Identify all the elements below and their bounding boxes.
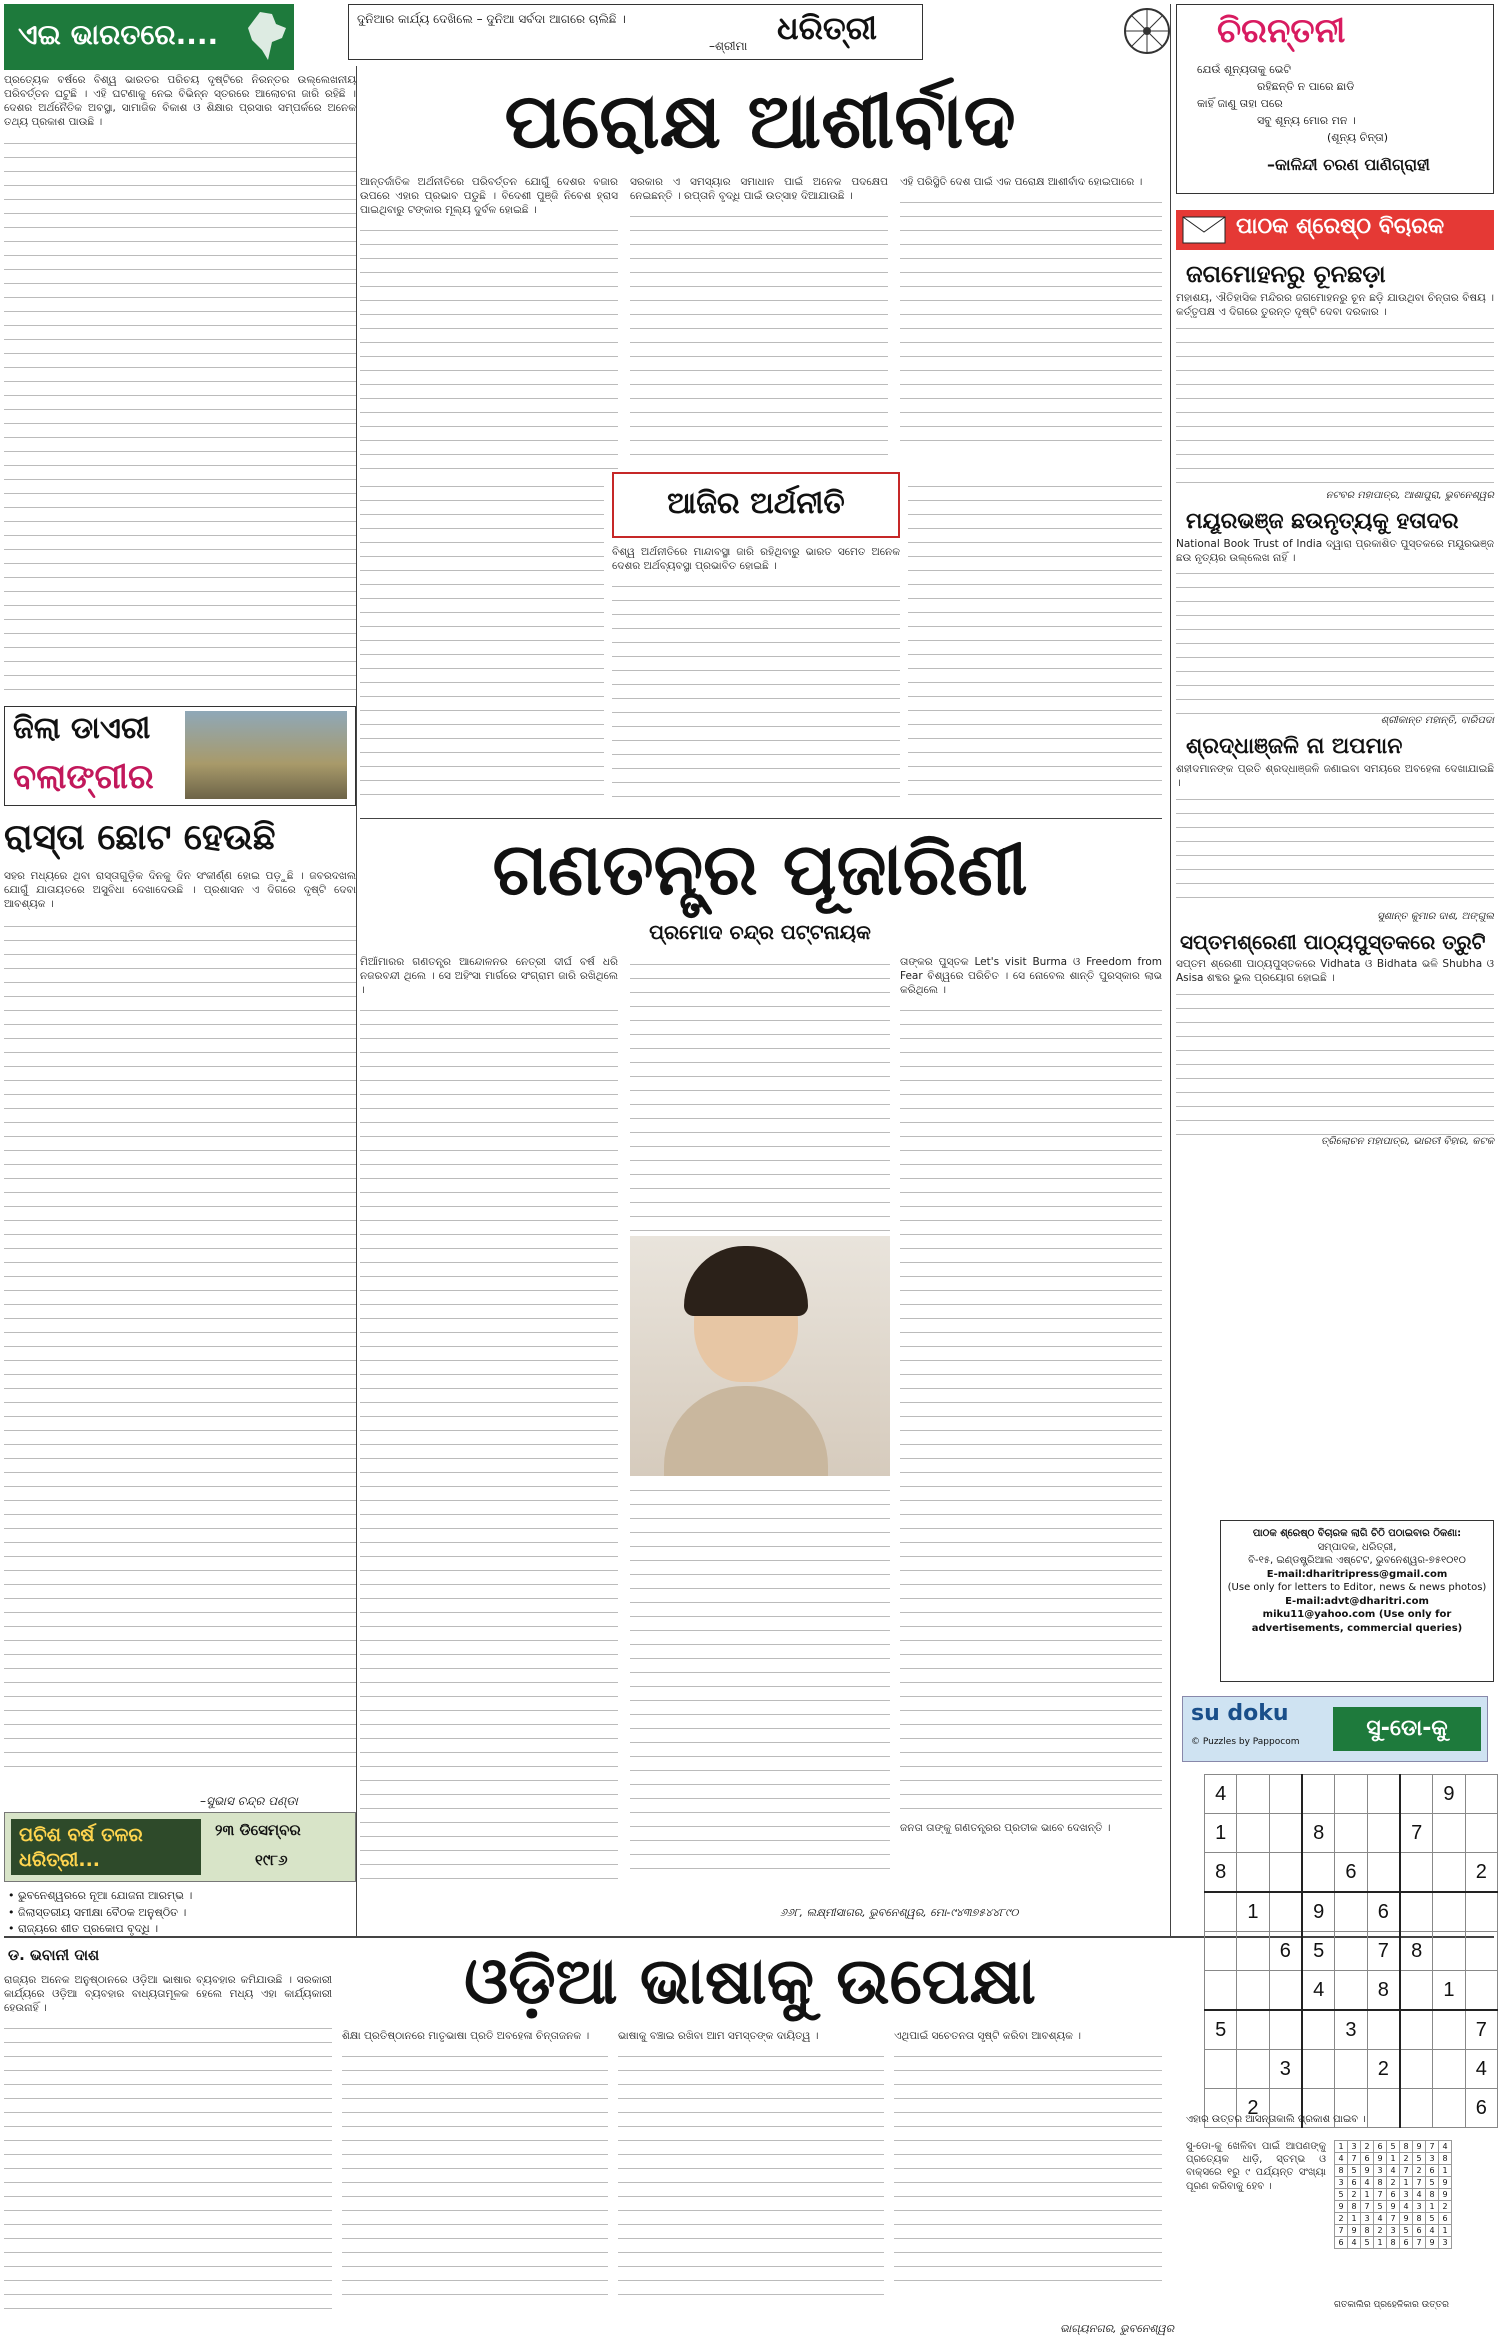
solution-cell: 1	[1426, 2201, 1439, 2213]
sudoku-row	[1205, 2050, 1498, 2089]
solution-cell: 1	[1361, 2189, 1374, 2201]
solution-cell: 3	[1400, 2189, 1413, 2201]
solution-cell: 9	[1387, 2201, 1400, 2213]
wheel-icon	[1122, 6, 1172, 56]
sudoku-cell[interactable]: 6	[1367, 1892, 1400, 1932]
solution-cell: 2	[1374, 2225, 1387, 2237]
solution-cell: 2	[1413, 2165, 1426, 2177]
solution-cell: 6	[1439, 2213, 1452, 2225]
sudoku-grid	[1204, 1774, 1498, 2128]
solution-cell: 5	[1348, 2165, 1361, 2177]
quote-text: ଦୁନିଆର କାର୍ଯ୍ୟ ଦେଖିଲେ – ଦୁନିଆ ସର୍ବଦା ଆଗରେ ଚାଲିଛି ।	[357, 12, 626, 26]
bottom-text: ରାଜ୍ୟର ଅନେକ ଅନୁଷ୍ଠାନରେ ଓଡ଼ିଆ ଭାଷାର ବ୍ୟବହାର କମିଯାଉଛି । ସରକାରୀ କାର୍ଯ୍ୟରେ ଓଡ଼ିଆ ବ୍ୟବହାର ବାଧ୍ୟତାମୂଳକ ହେଲେ ମଧ୍ୟ ଏହା କାର୍ଯ୍ୟକାରୀ ହେଉନାହିଁ ।	[4, 1974, 332, 2014]
solution-cell: 5	[1400, 2225, 1413, 2237]
solution-row	[1335, 2213, 1452, 2225]
india-map-icon	[242, 10, 290, 64]
solution-cell: 8	[1374, 2177, 1387, 2189]
column-rule	[356, 66, 357, 1936]
letter-text: ଶହୀଦମାନଙ୍କ ପ୍ରତି ଶ୍ରଦ୍ଧାଞ୍ଜଳି ଜଣାଇବା ସମୟରେ ଅବହେଳା ଦେଖାଯାଇଛି ।	[1176, 763, 1494, 790]
economy-text: ବିଶ୍ୱ ଅର୍ଥନୀତିରେ ମାନ୍ଦାବସ୍ଥା ଜାରି ରହିଥିବାରୁ ଭାରତ ସମେତ ଅନେକ ଦେଶର ଅର୍ଥବ୍ୟବସ୍ଥା ପ୍ରଭାବିତ ହୋଇଛି ।	[612, 546, 900, 572]
solution-cell: 5	[1361, 2237, 1374, 2249]
sudoku-cell[interactable]	[1433, 2089, 1465, 2128]
solution-cell: 1	[1439, 2225, 1452, 2237]
district-diary-box	[4, 706, 356, 806]
solution-cell: 9	[1426, 2237, 1439, 2249]
district-text: ସହର ମଧ୍ୟରେ ଥିବା ରାସ୍ତାଗୁଡ଼ିକ ଦିନକୁ ଦିନ ସଂକୀର୍ଣ୍ଣ ହୋଇ ପଡ଼ୁଛି । ଜବରଦଖଲ ଯୋଗୁଁ ଯାତାୟତରେ ଅସୁବିଧା ଦେଖାଦେଉଛି । ପ୍ରଶାସନ ଏ ଦିଗରେ ଦୃଷ୍ଟି ଦେବା ଆବଶ୍ୟକ ।	[4, 870, 356, 910]
contact-title: ପାଠକ ଶ୍ରେଷ୍ଠ ବିଚାରକ ଲାଗି ଚିଠି ପଠାଇବାର ଠିକଣା:	[1252, 1528, 1462, 1539]
solution-row	[1335, 2177, 1452, 2189]
chirantani-box	[1176, 4, 1494, 194]
sudoku-cell[interactable]: 7	[1400, 1814, 1433, 1853]
sudoku-cell[interactable]	[1205, 2050, 1237, 2089]
solution-row	[1335, 2189, 1452, 2201]
letter-text: ସପ୍ତମ ଶ୍ରେଣୀ ପାଠ୍ୟପୁସ୍ତକରେ Vidhata ଓ Bidhata ଭଳି Shubha ଓ Asisa ଶବ୍ଦର ଭୁଲ ପ୍ରୟୋଗ ହୋଇଛି ।	[1176, 958, 1494, 985]
solution-cell: 7	[1348, 2153, 1361, 2165]
sudoku-cell[interactable]	[1335, 1775, 1367, 1814]
section-title: ଏଇ ଭାରତରେ....	[18, 18, 219, 51]
solution-cell: 1	[1439, 2165, 1452, 2177]
sudoku-cell[interactable]	[1269, 2010, 1302, 2050]
previous-solution-label: ଗତକାଲିର ପ୍ରହେଳିକାର ଉତ୍ତର	[1334, 2300, 1449, 2310]
sudoku-cell[interactable]	[1237, 2010, 1269, 2050]
poem-source: (ଶୂନ୍ୟ ଚିନ୍ତା)	[1327, 131, 1389, 144]
sudoku-cell[interactable]	[1433, 1814, 1465, 1853]
sudoku-cell[interactable]	[1465, 1892, 1497, 1932]
sudoku-cell[interactable]	[1269, 1892, 1302, 1932]
solution-cell: 8	[1387, 2237, 1400, 2249]
sudoku-cell[interactable]: 2	[1465, 1853, 1497, 1893]
letter-text: ମହାଶୟ, ଐତିହାସିକ ମନ୍ଦିରର ଜଗମୋହନରୁ ଚୂନ ଛଡ଼ି ଯାଉଥିବା ଚିନ୍ତାର ବିଷୟ । କର୍ତ୍ତୃପକ୍ଷ ଏ ଦିଗରେ ତୁରନ୍ତ ଦୃଷ୍ଟି ଦେବା ଦରକାର ।	[1176, 292, 1494, 318]
sudoku-cell[interactable]	[1433, 2010, 1465, 2050]
chirantani-title: ଚିରନ୍ତନୀ	[1217, 11, 1346, 51]
bottom-col4	[894, 2030, 1162, 2324]
sudoku-cell[interactable]: 2	[1367, 2050, 1400, 2089]
sudoku-cell[interactable]: 7	[1367, 1932, 1400, 1971]
solution-cell: 9	[1361, 2165, 1374, 2177]
district-headline: ରାସ୍ତା ଛୋଟ ହେଉଛି	[4, 816, 276, 858]
solution-cell: 6	[1387, 2189, 1400, 2201]
archive-date: ୨୩ ଡିସେମ୍ବର	[215, 1821, 301, 1839]
text-filler	[630, 1482, 890, 1882]
solution-cell: 4	[1400, 2201, 1413, 2213]
solution-cell: 2	[1400, 2153, 1413, 2165]
sudoku-cell[interactable]: 6	[1335, 1853, 1367, 1893]
sudoku-cell[interactable]: 3	[1335, 2010, 1367, 2050]
solution-cell: 7	[1335, 2225, 1348, 2237]
solution-cell: 3	[1387, 2225, 1400, 2237]
sudoku-cell[interactable]	[1205, 1892, 1237, 1932]
editorial-text: ଏହି ପରିସ୍ଥିତି ଦେଶ ପାଇଁ ଏକ ପରୋକ୍ଷ ଆଶୀର୍ବାଦ ହୋଇପାରେ ।	[900, 176, 1143, 188]
solution-cell: 4	[1374, 2213, 1387, 2225]
sudoku-cell[interactable]: 1	[1237, 1892, 1269, 1932]
text-filler	[900, 194, 1162, 444]
solution-cell: 9	[1439, 2189, 1452, 2201]
solution-cell: 7	[1361, 2201, 1374, 2213]
archive-item: • ଭୁବନେଶ୍ୱରରେ ନୂଆ ଯୋଜନା ଆରମ୍ଭ ।	[8, 1889, 193, 1902]
sudoku-cell[interactable]	[1400, 1853, 1433, 1893]
quote-author: –ଶ୍ରୀମା	[709, 39, 748, 53]
solution-cell: 4	[1361, 2177, 1374, 2189]
letter-headline: ଶ୍ରଦ୍ଧାଞ୍ଜଳି ନା ଅପମାନ	[1186, 734, 1403, 760]
letter-signature: ନଟବର ମହାପାତ୍ର, ଆଶାପୁରା, ଭୁବନେଶ୍ୱର	[1325, 489, 1494, 501]
solution-cell: 4	[1335, 2153, 1348, 2165]
solution-cell: 4	[1413, 2189, 1426, 2201]
contact-email[interactable]: E-mail:dharitripress@gmail.com	[1266, 1568, 1448, 1580]
text-filler	[4, 135, 356, 695]
sudoku-row	[1205, 1971, 1498, 2011]
feature-text: ତାଙ୍କର ପୁସ୍ତକ Let's visit Burma ଓ Freedom from Fear ବିଶ୍ୱରେ ପରିଚିତ । ସେ ନୋବେଲ ଶାନ୍ତି ପୁରସ୍କାର ଲାଭ କରିଥିଲେ ।	[900, 956, 1162, 996]
sudoku-cell[interactable]: 4	[1205, 1775, 1237, 1814]
sudoku-cell[interactable]: 1	[1433, 1971, 1465, 2011]
text-filler	[894, 2048, 1162, 2294]
bottom-text: ଶିକ୍ଷା ପ୍ରତିଷ୍ଠାନରେ ମାତୃଭାଷା ପ୍ରତି ଅବହେଳା ଚିନ୍ତାଜନକ ।	[342, 2030, 590, 2042]
solution-cell: 3	[1374, 2165, 1387, 2177]
solution-cell: 3	[1361, 2213, 1374, 2225]
sudoku-cell[interactable]	[1237, 1775, 1269, 1814]
editorial-text: ସରକାର ଏ ସମସ୍ୟାର ସମାଧାନ ପାଇଁ ଅନେକ ପଦକ୍ଷେପ ନେଇଛନ୍ତି । ରପ୍ତାନି ବୃଦ୍ଧି ପାଇଁ ଉତ୍ସାହ ଦିଆଯାଉଛି ।	[630, 176, 888, 202]
sudoku-cell[interactable]	[1302, 2050, 1335, 2089]
bottom-author: ଡ. ଭବାନୀ ଦାଶ	[8, 1946, 100, 1964]
text-filler	[360, 222, 618, 472]
sudoku-odia-label: ସୁ-ଡୋ-କୁ	[1333, 1707, 1481, 1751]
readers-title: ପାଠକ ଶ୍ରେଷ୍ଠ ବିଚାରକ	[1236, 214, 1445, 239]
solution-cell: 6	[1335, 2237, 1348, 2249]
solution-cell: 7	[1413, 2237, 1426, 2249]
sudoku-cell[interactable]	[1400, 1892, 1433, 1932]
text-filler	[618, 2048, 884, 2308]
sudoku-cell[interactable]: 8	[1400, 1932, 1433, 1971]
district-article	[4, 870, 356, 1790]
sudoku-cell[interactable]	[1205, 1971, 1237, 2011]
letter-signature: ସୁଶାନ୍ତ କୁମାର ଦାଶ, ଅଙ୍ଗୁଲ	[1377, 911, 1494, 923]
previous-solution-grid	[1334, 2140, 1452, 2249]
solution-cell: 7	[1400, 2165, 1413, 2177]
sudoku-row	[1205, 2010, 1498, 2050]
sudoku-credit: © Puzzles by Pappocom	[1191, 1737, 1300, 1747]
poem-line: କାହିଁ ଜାଣୁ ତାହା ପରେ	[1197, 97, 1283, 111]
sudoku-row	[1205, 1892, 1498, 1932]
sudoku-cell[interactable]	[1302, 1853, 1335, 1893]
district-diary-label: ଜିଲା ଡାଏରୀ	[13, 711, 151, 746]
suu-kyi-photo	[630, 1236, 890, 1476]
solution-cell: 2	[1348, 2189, 1361, 2201]
text-filler	[1176, 791, 1494, 911]
sudoku-cell[interactable]: 8	[1302, 1814, 1335, 1853]
sudoku-cell[interactable]	[1237, 1853, 1269, 1893]
text-filler	[1176, 565, 1494, 715]
solution-cell: 8	[1439, 2153, 1452, 2165]
sudoku-howto: ସୁ-ଡୋ-କୁ ଖେଳିବା ପାଇଁ ଆପଣଙ୍କୁ ପ୍ରତ୍ୟେକ ଧାଡ଼ି, ସ୍ତମ୍ଭ ଓ ବାକ୍ସରେ ୧ରୁ ୯ ପର୍ଯ୍ୟନ୍ତ ସଂଖ୍ୟା ପୂରଣ କରିବାକୁ ହେବ ।	[1186, 2141, 1326, 2192]
solution-cell: 9	[1413, 2141, 1426, 2153]
sudoku-cell[interactable]	[1367, 2010, 1400, 2050]
sudoku-cell[interactable]	[1433, 1892, 1465, 1932]
text-filler	[342, 2048, 608, 2308]
contact-line: ବି-୧୫, ଇଣ୍ଡଷ୍ଟ୍ରିଆଲ ଏଷ୍ଟେଟ, ଭୁବନେଶ୍ୱର-୭୫୧୦୧୦	[1248, 1555, 1466, 1566]
solution-cell: 4	[1348, 2237, 1361, 2249]
sudoku-row	[1205, 1932, 1498, 1971]
solution-cell: 7	[1426, 2141, 1439, 2153]
economy-col2	[612, 546, 900, 808]
editorial-headline: ପରୋକ୍ଷ ଆଶୀର୍ବାଦ	[504, 76, 1016, 165]
sudoku-cell[interactable]	[1335, 1971, 1367, 2011]
solution-cell: 5	[1413, 2153, 1426, 2165]
economy-col3	[908, 478, 1162, 808]
solution-cell: 4	[1387, 2165, 1400, 2177]
feature-text: ଜନତା ତାଙ୍କୁ ଗଣତନ୍ତ୍ରର ପ୍ରତୀକ ଭାବେ ଦେଖନ୍ତି ।	[900, 1821, 1111, 1834]
bottom-col1	[4, 1974, 332, 2324]
text-filler	[1176, 986, 1494, 1136]
district-photo	[185, 711, 347, 799]
sudoku-cell[interactable]: 6	[1269, 1932, 1302, 1971]
sudoku-cell[interactable]	[1465, 1971, 1497, 2011]
solution-cell: 4	[1439, 2141, 1452, 2153]
sudoku-cell[interactable]: 4	[1302, 1971, 1335, 2011]
sudoku-cell[interactable]: 5	[1205, 2010, 1237, 2050]
bottom-col3	[618, 2030, 884, 2324]
sudoku-row	[1205, 1775, 1498, 1814]
sudoku-cell[interactable]	[1367, 2089, 1400, 2128]
column-rule	[1170, 4, 1171, 1936]
sudoku-cell[interactable]: 7	[1465, 2010, 1497, 2050]
solution-cell: 1	[1374, 2237, 1387, 2249]
sudoku-cell[interactable]	[1269, 1775, 1302, 1814]
sudoku-cell[interactable]: 8	[1205, 1853, 1237, 1893]
solution-cell: 9	[1335, 2201, 1348, 2213]
solution-row	[1335, 2165, 1452, 2177]
letter-text: National Book Trust of India ଦ୍ୱାରା ପ୍ରକାଶିତ ପୁସ୍ତକରେ ମୟୂରଭଞ୍ଜ ଛଉ ନୃତ୍ୟର ଉଲ୍ଲେଖ ନାହିଁ ।	[1176, 537, 1494, 564]
feature-author: ପ୍ରମୋଦ ଚନ୍ଦ୍ର ପଟ୍ଟନାୟକ	[649, 920, 871, 944]
solution-cell: 6	[1400, 2237, 1413, 2249]
text-filler	[630, 956, 890, 1232]
envelope-icon	[1182, 216, 1226, 244]
sudoku-brand: su doku	[1191, 1701, 1289, 1726]
readers-banner	[1176, 210, 1494, 250]
feature-byline: ୬୬୮, ଲକ୍ଷ୍ମୀସାଗର, ଭୁବନେଶ୍ୱର, ମୋ-୯୪୩୭୫୪୪୮୯୦	[780, 1906, 1019, 1919]
sudoku-cell[interactable]	[1465, 1932, 1497, 1971]
sudoku-cell[interactable]	[1335, 1814, 1367, 1853]
sudoku-cell[interactable]	[1465, 1775, 1497, 1814]
solution-cell: 9	[1374, 2153, 1387, 2165]
feature-col3	[900, 956, 1162, 1896]
sudoku-cell[interactable]	[1302, 1775, 1335, 1814]
editorial-col3	[900, 176, 1162, 476]
solution-cell: 5	[1426, 2177, 1439, 2189]
sudoku-cell[interactable]: 2	[1237, 2089, 1269, 2128]
editorial-col2	[630, 176, 888, 476]
sudoku-cell[interactable]: 6	[1465, 2089, 1497, 2128]
intro-article	[4, 74, 356, 702]
solution-cell: 2	[1361, 2141, 1374, 2153]
contact-box	[1220, 1520, 1494, 1682]
text-filler	[1176, 320, 1494, 490]
text-filler	[908, 478, 1162, 804]
bottom-text: ଏଥିପାଇଁ ସଚେତନତା ସୃଷ୍ଟି କରିବା ଆବଶ୍ୟକ ।	[894, 2030, 1081, 2042]
solution-cell: 8	[1426, 2189, 1439, 2201]
district-name: ବଲାଙ୍ଗୀର	[13, 757, 154, 797]
contact-line: ସମ୍ପାଦକ, ଧରିତ୍ରୀ,	[1317, 1541, 1397, 1553]
sudoku-cell[interactable]: 9	[1433, 1775, 1465, 1814]
sudoku-cell[interactable]	[1335, 2050, 1367, 2089]
editorial-text: ଆନ୍ତର୍ଜାତିକ ଅର୍ଥନୀତିରେ ପରିବର୍ତ୍ତନ ଯୋଗୁଁ ଦେଶର ବଜାର ଉପରେ ଏହାର ପ୍ରଭାବ ପଡୁଛି । ବିଦେଶୀ ପୁଞ୍ଜି ନିବେଶ ହ୍ରାସ ପାଇଥିବାରୁ ଟଙ୍କାର ମୂଲ୍ୟ ଦୁର୍ବଳ ହୋଇଛି ।	[360, 176, 618, 216]
archive-item: • ଜିଲାସ୍ତରୀୟ ସମୀକ୍ଷା ବୈଠକ ଅନୁଷ୍ଠିତ ।	[8, 1905, 187, 1919]
solution-cell: 6	[1426, 2165, 1439, 2177]
solution-cell: 5	[1374, 2201, 1387, 2213]
solution-cell: 3	[1335, 2177, 1348, 2189]
poem-line: ରହିଛନ୍ତି ନ ପାରେ ଛାଡି	[1257, 80, 1355, 94]
sudoku-cell[interactable]	[1367, 1853, 1400, 1893]
solution-cell: 6	[1413, 2225, 1426, 2237]
sudoku-cell[interactable]	[1433, 1853, 1465, 1893]
sudoku-cell[interactable]	[1367, 1775, 1400, 1814]
sudoku-cell[interactable]	[1335, 1892, 1367, 1932]
solution-cell: 6	[1348, 2177, 1361, 2189]
solution-cell: 2	[1439, 2201, 1452, 2213]
text-filler	[612, 578, 900, 798]
poet-name: –କାଳିନ୍ଦୀ ଚରଣ ପାଣିଗ୍ରାହୀ	[1267, 155, 1430, 174]
archive-item: • ରାଜ୍ୟରେ ଶୀତ ପ୍ରକୋପ ବୃଦ୍ଧି ।	[8, 1922, 159, 1935]
solution-cell: 7	[1374, 2189, 1387, 2201]
sudoku-cell[interactable]: 1	[1205, 1814, 1237, 1853]
contact-line: (Use only for letters to Editor, news & news photos)	[1227, 1582, 1487, 1593]
archive-list	[8, 1888, 356, 1938]
sudoku-cell[interactable]	[1237, 1814, 1269, 1853]
intro-text: ପ୍ରତ୍ୟେକ ବର୍ଷରେ ବିଶ୍ୱ ଭାରତର ପରିଚୟ ଦୃଷ୍ଟିରେ ନିରନ୍ତର ଉଲ୍ଲେଖନୀୟ ପରିବର୍ତ୍ତନ ଘଟୁଛି । ଏହି ଘଟଣାକୁ ନେଇ ବିଭିନ୍ନ ସ୍ତରରେ ଆଲୋଚନା ଜାରି ରହିଛି । ଦେଶର ଅର୍ଥନୈତିକ ଅବସ୍ଥା, ସାମାଜିକ ବିକାଶ ଓ ଶିକ୍ଷାର ପ୍ରସାର ସମ୍ପର୍କରେ ଅନେକ ତଥ୍ୟ ପ୍ରକାଶ ପାଉଛି ।	[4, 74, 356, 128]
solution-cell: 1	[1400, 2177, 1413, 2189]
solution-row	[1335, 2201, 1452, 2213]
sudoku-cell[interactable]	[1335, 1932, 1367, 1971]
solution-row	[1335, 2153, 1452, 2165]
bottom-byline: ଭାଗ୍ୟନଗର, ଭୁବନେଶ୍ୱର	[1060, 2322, 1175, 2335]
sudoku-cell[interactable]	[1465, 1814, 1497, 1853]
solution-cell: 8	[1348, 2201, 1361, 2213]
solution-cell: 4	[1426, 2225, 1439, 2237]
solution-cell: 1	[1387, 2153, 1400, 2165]
sudoku-cell[interactable]	[1367, 1814, 1400, 1853]
bottom-col2	[342, 2030, 608, 2324]
letter-signature: ଶ୍ରୀକାନ୍ତ ମହାନ୍ତି, ବାରିପଦା	[1380, 715, 1494, 727]
letters-list	[1176, 256, 1494, 1396]
poem-line: ଯେଉଁ ଶୂନ୍ୟତାକୁ ଭେଟି	[1197, 63, 1292, 76]
solution-cell: 8	[1335, 2165, 1348, 2177]
poem	[1197, 61, 1487, 129]
sudoku-cell[interactable]: 3	[1269, 2050, 1302, 2089]
solution-cell: 3	[1426, 2153, 1439, 2165]
archive-year: ୧୯୮୬	[255, 1851, 288, 1869]
sudoku-cell[interactable]: 9	[1302, 1892, 1335, 1932]
letter-headline: ଜଗମୋହନରୁ ଚୂନଛଡ଼ା	[1186, 260, 1386, 288]
sudoku-cell[interactable]	[1269, 1971, 1302, 2011]
sudoku-cell[interactable]	[1237, 2050, 1269, 2089]
editorial-col1	[360, 176, 618, 476]
solution-cell: 3	[1413, 2201, 1426, 2213]
contact-line: miku11@yahoo.com (Use only for advertisements, commercial queries)	[1251, 1609, 1463, 1634]
sudoku-cell[interactable]	[1400, 1775, 1433, 1814]
sudoku-cell[interactable]	[1400, 1971, 1433, 2011]
solution-cell: 9	[1439, 2177, 1452, 2189]
solution-cell: 5	[1335, 2189, 1348, 2201]
sudoku-cell[interactable]	[1400, 2089, 1433, 2128]
solution-cell: 8	[1361, 2225, 1374, 2237]
bottom-headline: ଓଡ଼ିଆ ଭାଷାକୁ ଉପେକ୍ଷା	[464, 1944, 1036, 2019]
economy-col1	[360, 478, 604, 808]
solution-cell: 8	[1413, 2213, 1426, 2225]
solution-row	[1335, 2225, 1452, 2237]
solution-cell: 6	[1361, 2153, 1374, 2165]
text-filler	[4, 2020, 332, 2310]
solution-cell: 9	[1348, 2225, 1361, 2237]
letter-signature: ତ୍ରିଲୋଚନ ମହାପାତ୍ର, ଭାରତୀ ବିହାର, କଟକ	[1321, 1135, 1494, 1147]
feature-col2	[630, 956, 890, 1896]
solution-cell: 7	[1413, 2177, 1426, 2189]
sudoku-cell[interactable]	[1302, 2010, 1335, 2050]
sudoku-cell[interactable]	[1205, 1932, 1237, 1971]
text-filler	[900, 1002, 1162, 1822]
sudoku-cell[interactable]	[1433, 2050, 1465, 2089]
bottom-text: ଭାଷାକୁ ବଞ୍ଚାଇ ରଖିବା ଆମ ସମସ୍ତଙ୍କ ଦାୟିତ୍ୱ ।	[618, 2030, 819, 2042]
poem-line: ସବୁ ଶୂନ୍ୟ ମୋର ମନ ।	[1257, 114, 1356, 128]
feature-col1	[360, 956, 618, 1896]
sudoku-row	[1205, 1814, 1498, 1853]
sudoku-row	[1205, 1853, 1498, 1893]
solution-cell: 2	[1387, 2177, 1400, 2189]
sudoku-cell[interactable]	[1400, 2010, 1433, 2050]
sudoku-banner	[1182, 1696, 1488, 1762]
sudoku-cell[interactable]: 8	[1367, 1971, 1400, 2011]
text-filler	[360, 1002, 618, 1882]
solution-cell: 7	[1387, 2213, 1400, 2225]
sudoku-cell[interactable]: 5	[1302, 1932, 1335, 1971]
economy-label: ଆଜିର ଅର୍ଥନୀତି	[612, 472, 900, 538]
letter-headline: ସପ୍ତମଶ୍ରେଣୀ ପାଠ୍ୟପୁସ୍ତକରେ ତ୍ରୁଟି	[1180, 930, 1486, 955]
divider	[360, 818, 1162, 819]
feature-headline: ଗଣତନ୍ତ୍ର ପୂଜାରିଣୀ	[492, 826, 1028, 911]
solution-cell: 2	[1335, 2213, 1348, 2225]
feature-text: ମିଆଁମାରର ଗଣତନ୍ତ୍ର ଆନ୍ଦୋଳନର ନେତ୍ରୀ ଦୀର୍ଘ ବର୍ଷ ଧରି ନଜରବନ୍ଦୀ ଥିଲେ । ସେ ଅହିଂସା ମାର୍ଗରେ ସଂଗ୍ରାମ ଜାରି ରଖିଥିଲେ ।	[360, 956, 618, 996]
solution-cell: 3	[1439, 2237, 1452, 2249]
district-author: –ସୁଭାସ ଚନ୍ଦ୍ର ପଣ୍ଡା	[200, 1794, 298, 1808]
section-banner	[4, 4, 294, 70]
solution-cell: 9	[1400, 2213, 1413, 2225]
text-filler	[630, 208, 888, 458]
sudoku-cell[interactable]	[1269, 1814, 1302, 1853]
sudoku-cell[interactable]	[1237, 1971, 1269, 2011]
archive-label: ପଚିଶ ବର୍ଷ ତଳର ଧରିତ୍ରୀ...	[11, 1819, 201, 1875]
solution-cell: 6	[1374, 2141, 1387, 2153]
sudoku-answer-note: ଏହାର ଉତ୍ତର ଆସନ୍ତାକାଲି ପ୍ରକାଶ ପାଇବ ।	[1186, 2114, 1366, 2125]
solution-cell: 3	[1348, 2141, 1361, 2153]
sudoku-cell[interactable]	[1433, 1932, 1465, 1971]
solution-cell: 8	[1400, 2141, 1413, 2153]
text-filler	[360, 478, 604, 804]
sudoku-cell[interactable]	[1237, 1932, 1269, 1971]
text-filler	[4, 918, 356, 1778]
sudoku-cell[interactable]	[1269, 1853, 1302, 1893]
solution-cell: 5	[1426, 2213, 1439, 2225]
solution-cell: 1	[1335, 2141, 1348, 2153]
sudoku-cell[interactable]	[1400, 2050, 1433, 2089]
solution-row	[1335, 2141, 1452, 2153]
solution-cell: 5	[1387, 2141, 1400, 2153]
solution-row	[1335, 2237, 1452, 2249]
sudoku-cell[interactable]: 4	[1465, 2050, 1497, 2089]
solution-cell: 1	[1348, 2213, 1361, 2225]
archive-banner	[4, 1812, 356, 1882]
masthead-logo: ଧରିତ୍ରୀ	[777, 9, 877, 47]
quote-box	[348, 4, 923, 60]
contact-email[interactable]: E-mail:advt@dharitri.com	[1285, 1595, 1429, 1607]
letter-headline: ମୟୂରଭଞ୍ଜ ଛଉନୃତ୍ୟକୁ ହତାଦର	[1186, 508, 1459, 534]
